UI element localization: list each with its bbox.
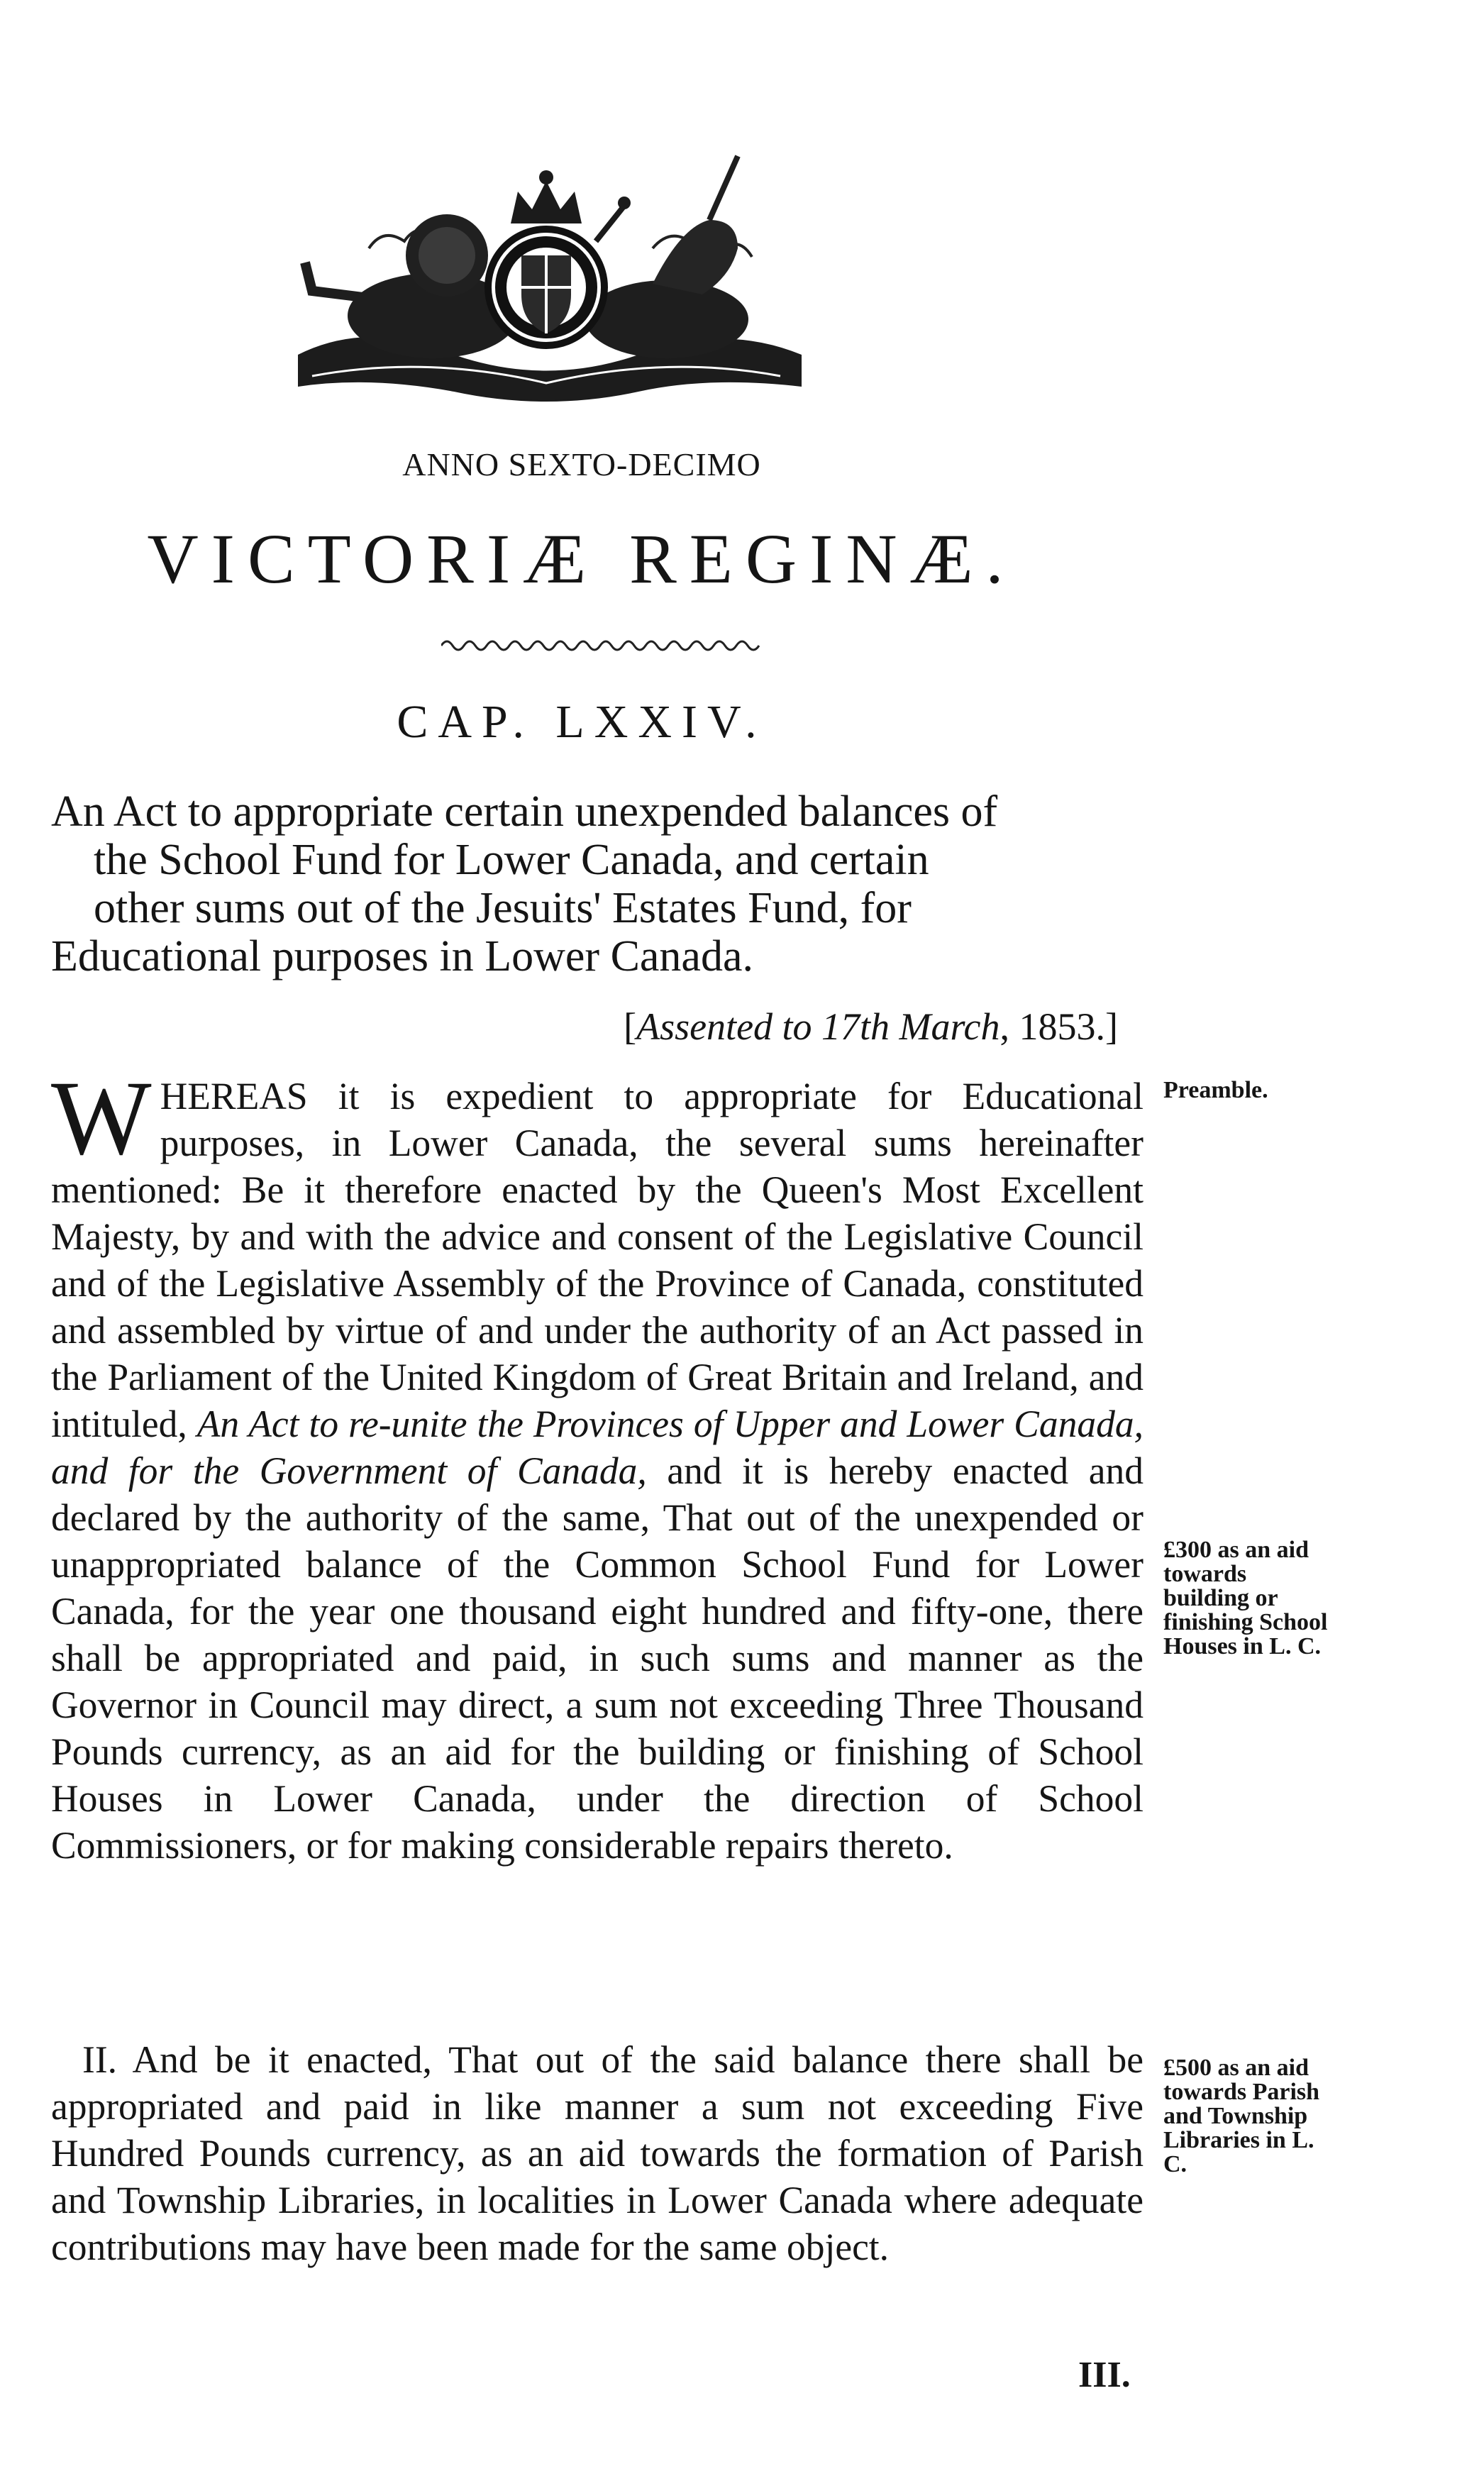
assent-prefix: Assented to [636,1005,812,1048]
assent-year: , 1853.] [1000,1005,1118,1048]
regnal-title: VICTORIÆ REGINÆ. [147,519,1017,598]
title-line-2: the School Fund for Lower Canada, and certain [94,836,929,884]
regnal-year-heading: ANNO SEXTO-DECIMO [402,446,761,482]
assent-day-month: 17th March [821,1005,1000,1048]
act-long-title [51,788,1165,980]
margin-note-preamble: Preamble. [1163,1077,1268,1103]
section-2: II. And be it enacted, That out of the said balance there shall be appropriated and paid in like manner a sum not exceeding Five Hundred Pounds currency, as an aid towards the formation of Parish and Township Libraries, in localities in Lower Canada where adequate contributions may have been made for the same object. [51,2038,1144,2268]
drop-cap: W [51,1059,152,1177]
title-line-1: An Act to appropriate certain unexpended balances of [51,788,998,836]
chapter-number: CAP. LXXIV. [397,696,767,748]
section-1-act-title: An Act to re-unite the Provinces of Upper and Lower Canada, and for the Government of Canada, [51,1403,1144,1492]
catchword: III. [1078,2355,1131,2395]
section-1-preamble [51,1059,1144,1869]
wavy-rule-divider [441,636,760,656]
title-line-4: Educational purposes in Lower Canada. [51,932,753,980]
margin-note-libraries: £500 as an aid towards Parish and Township Libraries in L. C. [1163,2055,1320,2177]
section-1-text-before: HEREAS it is expedient to appropriate for Educational purposes, in Lower Canada, the several sums hereinafter mentioned: Be it therefore enacted by the Queen's Most Excellent Majesty, by and with the advice and consent of the Legislative Council and of the Legislative Assembly of the Province of Canada, constituted and assembled by virtue of and under the authority of an Act passed in the Parliament of the United Kingdom of Great Britain and Ireland, and intituled, [51,1075,1144,1445]
assent-open-bracket: [ [624,1005,637,1048]
margin-note-school-houses: £300 as an aid towards building or finishing School Houses in L. C. [1163,1537,1328,1659]
royal-coat-of-arms [284,142,809,411]
title-line-3: other sums out of the Jesuits' Estates Fund, for [94,884,912,932]
section-1-text-after: and it is hereby enacted and declared by the authority of the same, That out of the unexpended or unappropriated balance of the Common School Fund for Lower Canada, for the year one thousand eight hundred and fifty-one, there shall be appropriated and paid, in such sums and manner as the Governor in Council may direct, a sum not exceeding Three Thousand Pounds currency, as an aid for the building or finishing of School Houses in Lower Canada, under the direction of School Commissioners, or for making considerable repairs thereto. [51,1449,1144,1867]
assent-date [624,1005,1118,1049]
